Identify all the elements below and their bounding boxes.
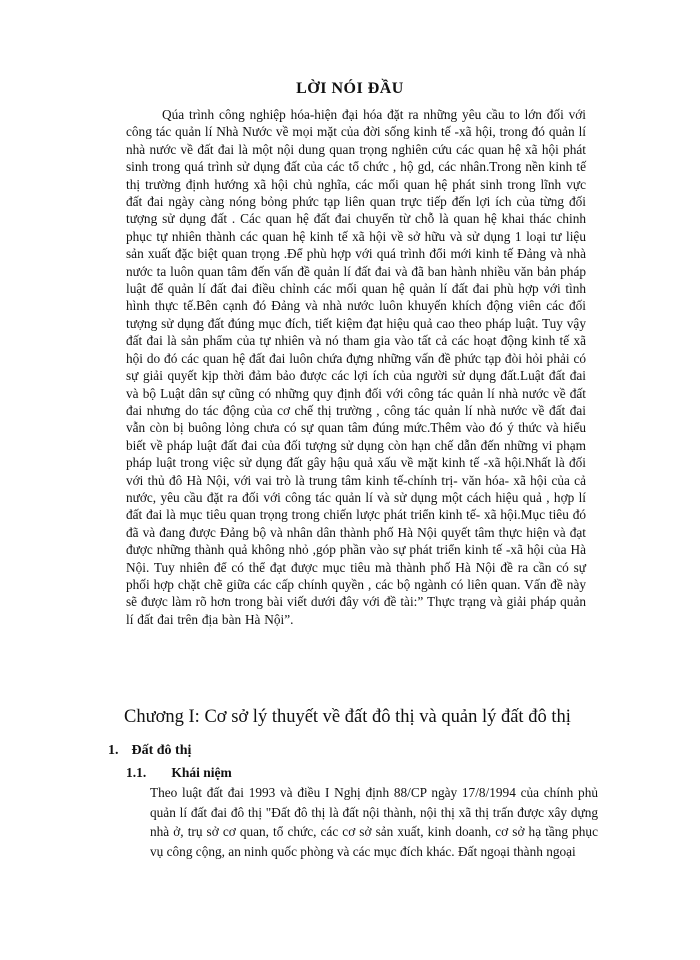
section-title: Đất đô thị (131, 743, 192, 758)
preface-paragraph: Qúa trình công nghiệp hóa-hiện đại hóa đặt ra những yêu cầu to lớn đối với công tác quản lí Nhà Nước về mọi mặt của đời sống kinh tế -xã hội, trong đó quản lí nhà nước về đất đai là một nội dung quan trọng nghiên cứu các quan hệ xã hội phát sinh trong quá trình sử dụng đất của các tổ chức , hộ gd, các nhân.Trong nền kinh tế thị trường định hướng xã hội chủ nghĩa, các mối quan hệ phát sinh trong lĩnh vực đất đai ngày càng nóng bỏng phức tạp liên quan trực tiếp đến lợi ích của từng đối tượng sử dụng đất . Các quan hệ đất đai chuyển từ chỗ là quan hệ khai thác chinh phục tự nhiên thành các quan hệ kinh tế xã hội về sở hữu và sử dụng 1 loại tư liệu sản xuất đặc biệt quan trọng .Để phù hợp với quá trình đổi mới kinh tế Đảng và nhà nước ta luôn quan tâm đến vấn đề quản lí đất đai và đã ban hành nhiều văn bản pháp luật để quản lí đất đai điều chỉnh các mối quan hệ quản lí đất đai phù hợp với tình hình thực tế.Bên cạnh đó Đảng và nhà nước luôn khuyến khích động viên các đối tượng sử dụng đất đúng mục đích, tiết kiệm đạt hiệu quả cao theo pháp luật. Tuy vậy đất đai là sản phẩm của tự nhiên và nó tham gia vào tất cả các hoạt động kinh tế xã hội do đó các quan hệ đất đai luôn chứa đựng những vấn đề phức tạp đòi hỏi phải có sự giải quyết kịp thời đảm bảo được các lợi ích của người sử dụng đất.Luật đất đai và bộ Luật dân sự cũng có những quy định đối với công tác quản lí nhà nước về đất đai nhưng do tác động của cơ chế thị trường , công tác quản lí nhà nước về đất đai vẫn còn bị buông lỏng chưa có sự quan tâm đúng mức.Thêm vào đó ý thức và hiểu biết về pháp luật đất đai của đối tượng sử dụng còn hạn chế dẫn đến những vi phạm pháp luật trong việc sử dụng đất gây hậu quả xấu về mặt kinh tế -xã hội.Nhất là đối với thủ đô Hà Nội, với vai trò là trung tâm kinh tế-chính trị- văn hóa- xã hội của cả nước, yêu cầu đặt ra đối với công tác quản lí và sử dụng một cách hiệu quả , hợp lí đất đai là mục tiêu quan trọng trong chiến lược phát triển kinh tế- xã hội.Mục tiêu đó đã và đang được Đảng bộ và nhân dân thành phố Hà Nội quyết tâm thực hiện và đạt được những thành quả không nhỏ ,góp phần vào sự phát triển kinh tế -xã hội của Hà Nội. Tuy nhiên để có thể đạt được mục tiêu mà thành phố Hà Nội đề ra cần có sự phối hợp chặt chẽ giữa các cấp chính quyền , các bộ ngành có liên quan. Vấn đề này sẽ được làm rõ hơn trong bài viết dưới đây với đề tài:” Thực trạng và giải pháp quản lí đất đai trên địa bàn Hà Nội”. (126, 107, 586, 627)
body-text (150, 783, 598, 861)
section-number: 1. (108, 743, 119, 758)
preface-body (126, 106, 586, 628)
subsection-heading (126, 765, 232, 781)
section-heading (108, 743, 191, 759)
chapter-heading: Chương I: Cơ sở lý thuyết về đất đô thị và quản lý đất đô thị (124, 707, 571, 727)
body-paragraph: Theo luật đất đai 1993 và điều I Nghị định 88/CP ngày 17/8/1994 của chính phủ quản lí đất đai đô thị "Đất đô thị là đất nội thành, nội thị xã thị trấn được xây dựng nhà ở, trụ sở cơ quan, tổ chức, các cơ sở sản xuất, kinh doanh, cơ sở hạ tầng phục vụ công cộng, an ninh quốc phòng và các mục đích khác. Đất ngoại thành ngoại (150, 785, 598, 859)
subsection-number: 1.1. (126, 765, 147, 780)
preface-title: LỜI NÓI ĐẦU (296, 80, 404, 97)
subsection-title: Khái niệm (171, 765, 232, 780)
